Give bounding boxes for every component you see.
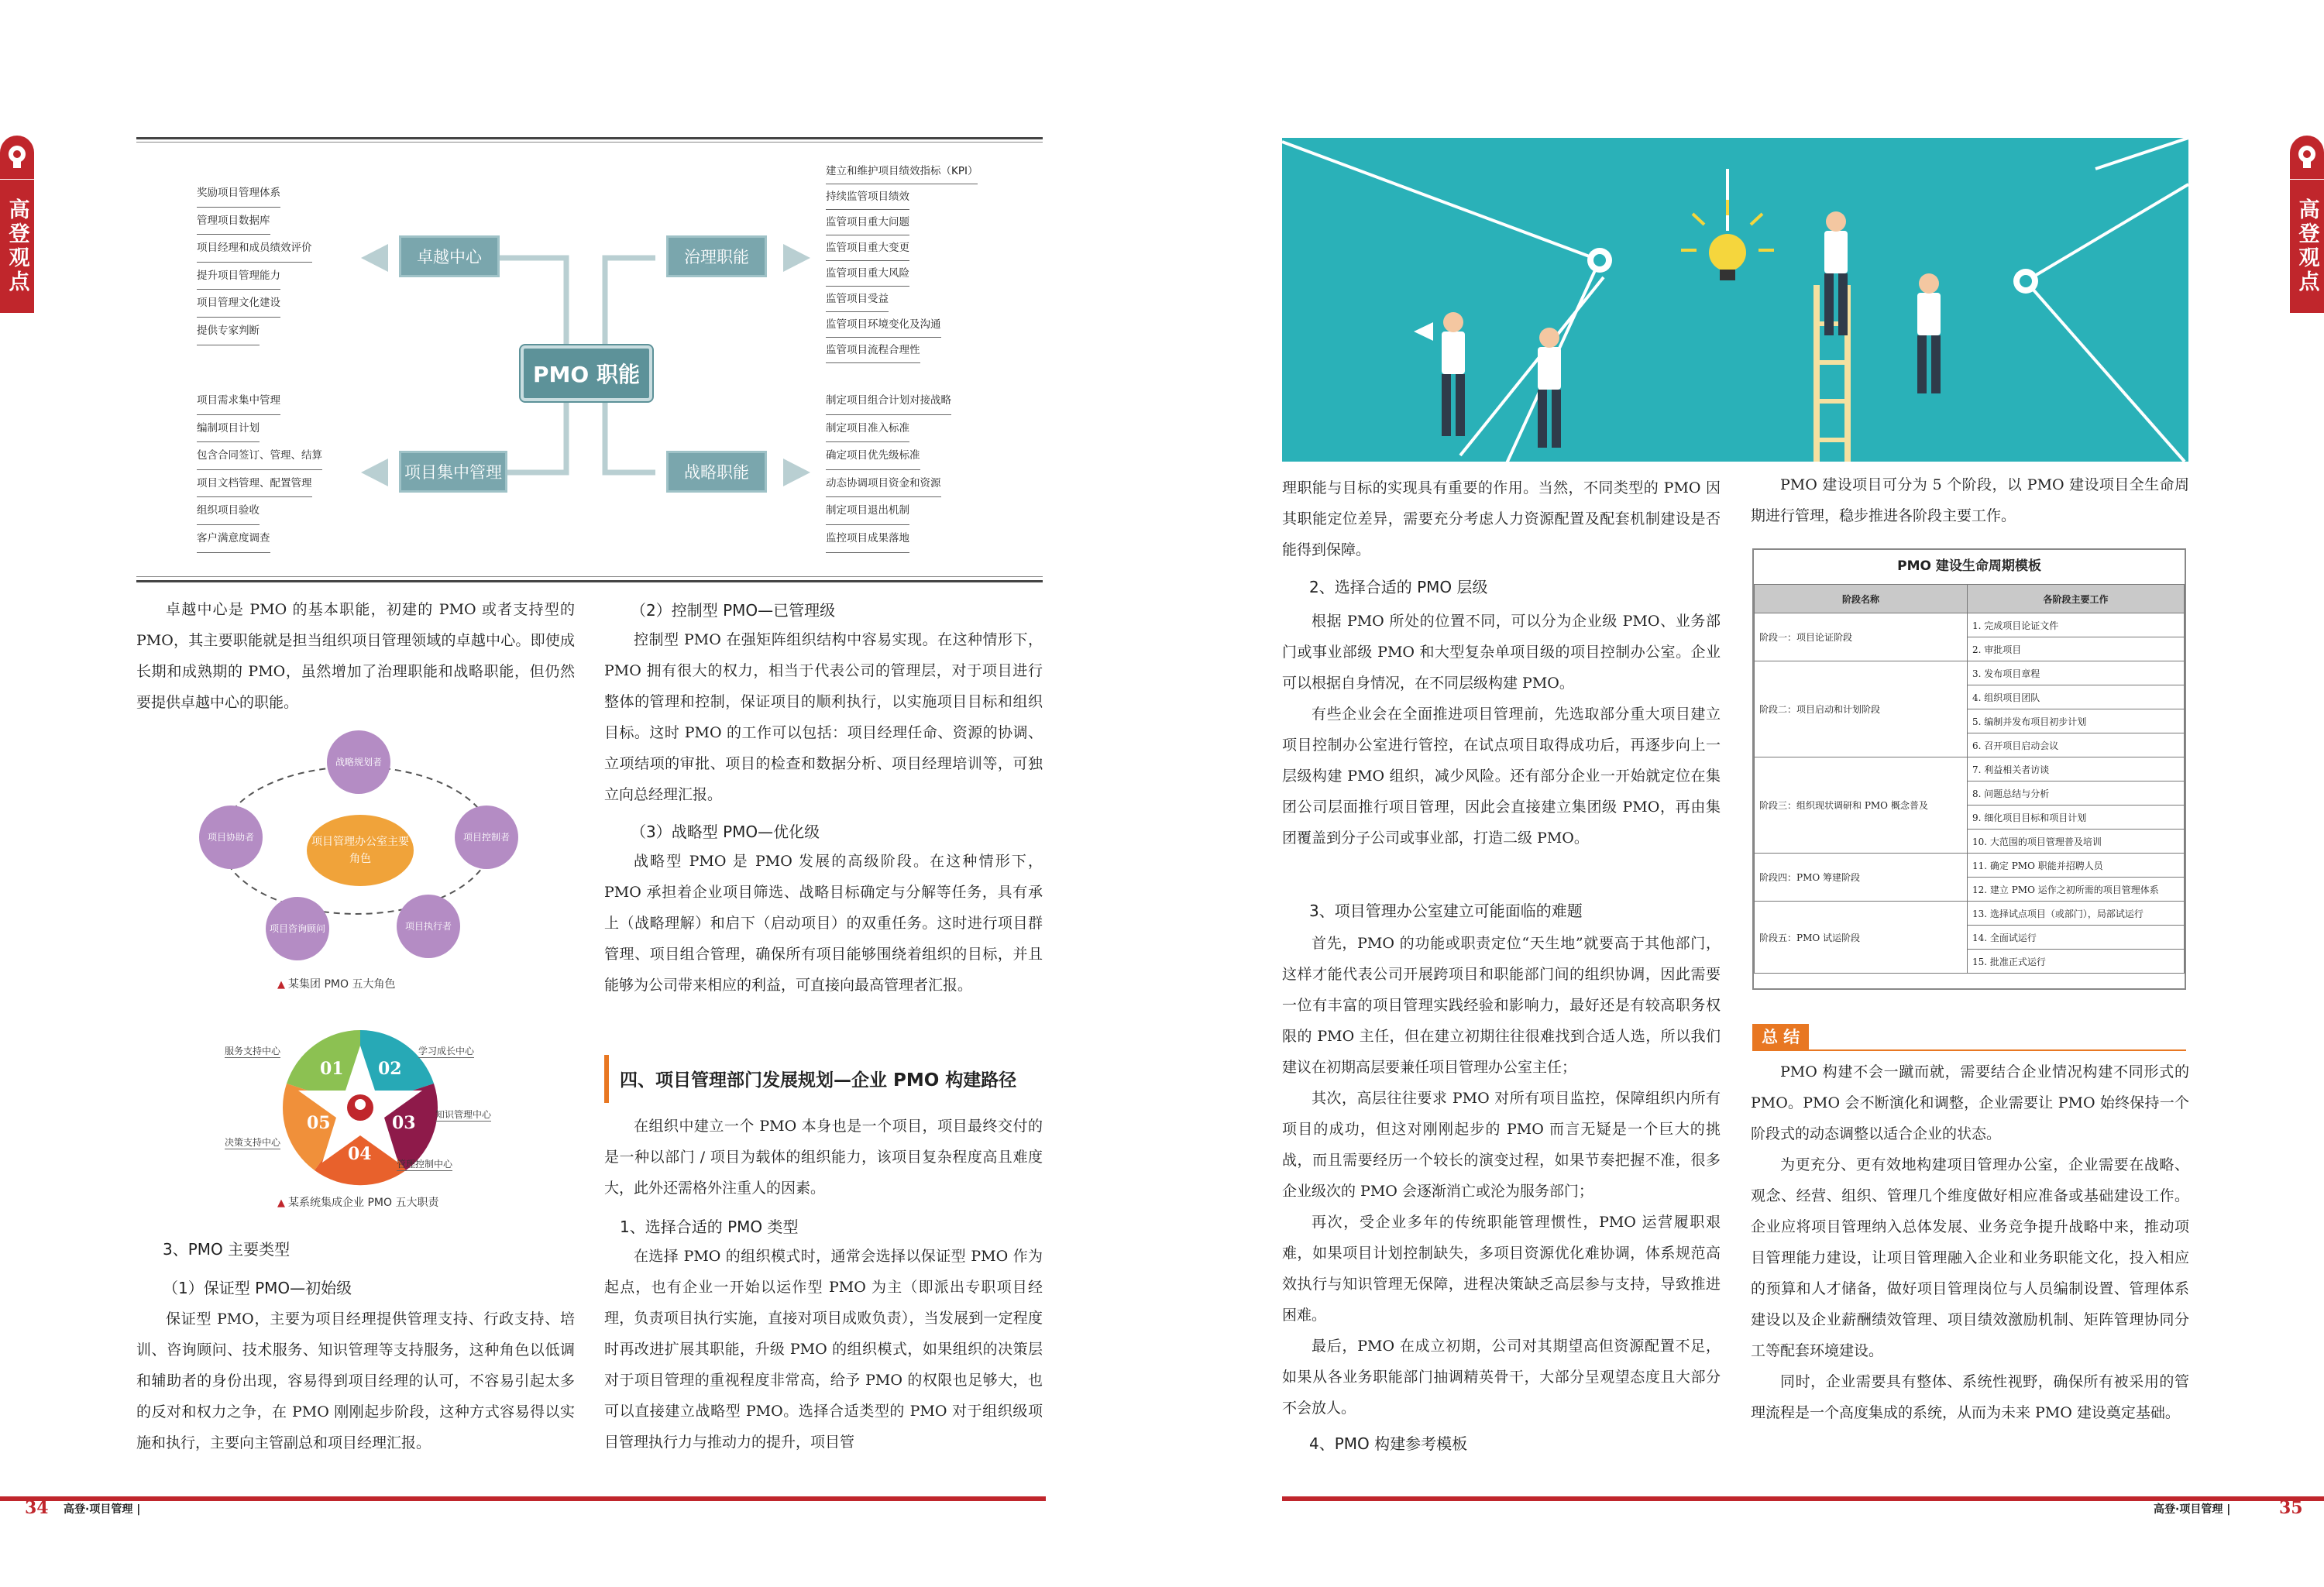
section4-paragraph: 在组织中建立一个 PMO 本身也是一个项目，项目最终交付的是一种以部门 / 项目为载体的组织能力，该项目复杂程度高且难度大，此外还需格外注重人的因素。 bbox=[604, 1118, 1043, 1197]
lifecycle-title: PMO 建设生命周期模板 bbox=[1897, 558, 2041, 574]
bottom-rule bbox=[136, 580, 1043, 582]
list-item: 编制项目计划 bbox=[197, 415, 260, 443]
star-number: 01 bbox=[320, 1059, 344, 1079]
roles-center: 项目管理办公室主要角色 bbox=[307, 815, 414, 886]
role-petal: 战略规划者 bbox=[327, 730, 390, 794]
continued-paragraph: 理职能与目标的实现具有重要的作用。当然，不同类型的 PMO 因其职能定位差异，需要充分考虑人力资源配置及配套机制建设是否能得到保障。 bbox=[1282, 479, 1721, 558]
list-item: 监管项目受益 bbox=[826, 287, 889, 312]
heading-template: 4、PMO 构建参考模板 bbox=[1309, 1434, 1468, 1453]
list-item: 包含合同签订、管理、结算 bbox=[197, 442, 322, 470]
list-item: 项目需求集中管理 bbox=[197, 387, 280, 415]
table-row: 阶段二：项目启动和计划阶段 3. 发布项目章程 bbox=[1755, 661, 2185, 685]
table-row: 8. 问题总结与分析 bbox=[1755, 781, 2185, 806]
list-item: 监管项目重大变更 bbox=[826, 235, 909, 261]
table-row: 阶段一：项目论证阶段 1. 完成项目论证文件 bbox=[1755, 613, 2185, 637]
strategic-list bbox=[826, 387, 951, 553]
control-paragraph: 控制型 PMO 在强矩阵组织结构中容易实现。在这种情形下，PMO 拥有很大的权力，相当于代表公司的管理层，对于项目进行整体的管理和控制，保证项目的顺利执行，以实施项目目标和组织目标。这时 PMO 的工作可以包括：项目经理任命、资源的协调、立项结项的审批、项目的检查和数据分析、项目经理培训等，可独立向总经理汇报。 bbox=[604, 631, 1043, 803]
table-row: 2. 审批项目 bbox=[1755, 637, 2185, 661]
footer-bar-left bbox=[0, 1496, 1046, 1501]
heading-level: 2、选择合适的 PMO 层级 bbox=[1309, 578, 1488, 596]
list-item: 制定项目组合计划对接战略 bbox=[826, 387, 951, 415]
level-paragraphs: 根据 PMO 所处的位置不同，可以分为企业级 PMO、业务部门或事业部级 PMO 和大型复杂单项目级的项目控制办公室。企业可以根据自身情况，在不同层级构建 PMO。 有些企业会在全面推进项目管理前，先选取部分重大项目建立项目控制办公室进行管控，在试点项目取得成功后，再逐步向上一层级构建 PMO 组织，减少风险。还有部分企业一开始就定位在集团公司层面推行项目管理，因此会直接建立集团级 PMO，再由集团覆盖到分子公司或事业部，打造二级 PMO。 bbox=[1282, 613, 1721, 847]
page-number-right: 35 bbox=[2279, 1498, 2303, 1518]
heading-control: （2）控制型 PMO—已管理级 bbox=[631, 601, 836, 620]
list-item: 项目文档管理、配置管理 bbox=[197, 470, 312, 498]
bottom-rule-thin bbox=[136, 576, 1043, 577]
star-label: 服务支持中心 bbox=[225, 1046, 281, 1056]
excellence-list bbox=[197, 180, 312, 345]
page-number-left: 34 bbox=[25, 1498, 49, 1518]
node-strategic: 战略职能 bbox=[666, 451, 767, 493]
list-item: 监管项目重大风险 bbox=[826, 261, 909, 287]
table-row: 14. 全面试运行 bbox=[1755, 926, 2185, 950]
side-tab-left: 高登观点 bbox=[0, 180, 34, 313]
list-item: 制定项目准入标准 bbox=[826, 415, 909, 443]
list-item: 监控项目成果落地 bbox=[826, 525, 909, 553]
difficulty-paragraphs: 首先，PMO 的功能或职责定位“天生地”就要高于其他部门，这样才能代表公司开展跨项目和职能部门间的组织协调，因此需要一位有丰富的项目管理实践经验和影响力，最好还是有较高职务权限的 PMO 主任，但在建立初期往往很难找到合适人选，所以我们建议在初期高层要兼任项目管理办公室主任； 其次，高层往往要求 PMO 对所有项目监控，保障组织内所有项目的成功，但这对刚刚起步的 PMO 而言无疑是一个巨大的挑战，而且需要经历一个较长的演变过程，如果节奏把握不准，很多企业级次的 PMO 会逐渐消亡或沦为服务部门； 再次，受企业多年的传统职能管理惯性，PMO 运营履职艰难，如果项目计划控制缺失，多项目资源优化难协调，体系规范高效执行与知识管理无保障，进程决策缺乏高层参与支持，导致推进困难。 最后，PMO 在成立初期，公司对其期望高但资源配置不足，如果从各业务职能部门抽调精英骨干，大部分呈观望态度且大部分不会放人。 bbox=[1282, 935, 1721, 1417]
support-paragraph: 保证型 PMO，主要为项目经理提供管理支持、行政支持、培训、咨询顾问、技术服务、知识管理等支持服务，这种角色以低调和辅助者的身份出现，容易得到项目经理的认可，不容易引起太多的反对和权力之争，在 PMO 刚刚起步阶段，这种方式容易得以实施和执行，主要向主管副总和项目经理汇报。 bbox=[136, 1310, 575, 1451]
list-item: 项目管理文化建设 bbox=[197, 290, 280, 318]
section4-bar bbox=[604, 1055, 609, 1103]
list-item: 建立和维护项目绩效指标（KPI） bbox=[826, 159, 978, 184]
list-item: 监管项目重大问题 bbox=[826, 210, 909, 235]
list-item: 制定项目退出机制 bbox=[826, 497, 909, 525]
heading-choose-type: 1、选择合适的 PMO 类型 bbox=[620, 1218, 799, 1236]
node-governance: 治理职能 bbox=[666, 235, 767, 277]
choose-type-paragraph: 在选择 PMO 的组织模式时，通常会选择以保证型 PMO 作为起点，也有企业一开始以运作型 PMO 为主（即派出专职项目经理，负责项目执行实施，直接对项目成败负责），当发展到一定程度时再改进扩展其职能，升级 PMO 的组织模式，如果组织的决策层对于项目管理的重视程度非常高，给予 PMO 的权限也足够大，也可以直接建立战略型 PMO。选择合适类型的 PMO 对于组织级项目管理执行力与推动力的提升，项目管 bbox=[604, 1248, 1043, 1451]
centralized-list bbox=[197, 387, 322, 553]
table-row: 5. 编制并发布项目初步计划 bbox=[1755, 709, 2185, 733]
top-rule-thin bbox=[136, 142, 1043, 143]
strategic-paragraph: 战略型 PMO 是 PMO 发展的高级阶段。在这种情形下，PMO 承担着企业项目筛选、战略目标确定与分解等任务，具有承上（战略理解）和启下（启动项目）的双重任务。这时进行项目群管理、项目组合管理，确保所有项目能够围绕着组织的目标，并且能够为公司带来相应的利益，可直接向最高管理者汇报。 bbox=[604, 853, 1043, 994]
table-header: 各阶段主要工作 bbox=[1968, 585, 2185, 613]
table-row: 阶段五：PMO 试运阶段 13. 选择试点项目（或部门），局部试运行 bbox=[1755, 902, 2185, 926]
heading-types: 3、PMO 主要类型 bbox=[163, 1240, 290, 1259]
list-item: 监管项目流程合理性 bbox=[826, 338, 920, 363]
list-item: 提升项目管理能力 bbox=[197, 263, 280, 290]
star-label: 决策支持中心 bbox=[225, 1137, 281, 1148]
summary-paragraphs: PMO 构建不会一蹴而就，需要结合企业情况构建不同形式的 PMO。PMO 会不断演化和调整，企业需要让 PMO 始终保持一个阶段式的动态调整以适合企业的状态。 为更充分、更有效地构建项目管理办公室，企业需要在战略、观念、经营、组织、管理几个维度做好相应准备或基础建设工作。企业应将项目管理纳入总体发展、业务竞争提升战略中来，推动项目管理能力建设，让项目管理融入企业和业务职能文化，投入相应的预算和人才储备，做好项目管理岗位与人员编制设置、管理体系建设以及企业薪酬绩效管理、项目绩效激励机制、矩阵管理协同分工等配套环境建设。 同时，企业需要具有整体、系统性视野，确保所有被采用的管理流程是一个高度集成的系统，从而为未来 PMO 建设奠定基础。 bbox=[1751, 1063, 2189, 1421]
table-row: 阶段四：PMO 筹建阶段 11. 确定 PMO 职能并招聘人员 bbox=[1755, 854, 2185, 878]
role-petal: 项目控制者 bbox=[455, 806, 518, 869]
star-number: 05 bbox=[307, 1113, 331, 1133]
lifecycle-table bbox=[1754, 584, 2185, 974]
table-row: 12. 建立 PMO 运作之初所需的项目管理体系 bbox=[1755, 878, 2185, 902]
star-label: 知识管理中心 bbox=[435, 1109, 492, 1120]
heading-strategic: （3）战略型 PMO—优化级 bbox=[631, 823, 820, 841]
role-petal: 项目咨询顾问 bbox=[266, 897, 329, 960]
star-caption: ▲ 某系统集成企业 PMO 五大职责 bbox=[277, 1197, 439, 1209]
node-pmo-center: PMO 职能 bbox=[521, 345, 652, 401]
star-number: 02 bbox=[378, 1059, 402, 1079]
node-centralized: 项目集中管理 bbox=[399, 451, 507, 493]
star-label: 管理控制中心 bbox=[397, 1159, 453, 1170]
list-item: 监管项目环境变化及沟通 bbox=[826, 312, 941, 338]
footer-text-left: 高登·项目管理 | bbox=[64, 1503, 141, 1516]
role-petal: 项目协助者 bbox=[199, 806, 263, 869]
summary-rule bbox=[1752, 1049, 2186, 1051]
table-header: 阶段名称 bbox=[1755, 585, 1968, 613]
brand-head-icon bbox=[0, 136, 34, 179]
star-label: 学习成长中心 bbox=[418, 1046, 475, 1056]
list-item: 持续监管项目绩效 bbox=[826, 184, 909, 210]
summary-tag: 总 结 bbox=[1752, 1024, 1809, 1050]
table-row: 6. 召开项目启动会议 bbox=[1755, 733, 2185, 757]
table-row: 9. 细化项目目标和项目计划 bbox=[1755, 806, 2185, 830]
footer-text-right: 高登·项目管理 | bbox=[2154, 1503, 2231, 1516]
role-petal: 项目执行者 bbox=[397, 895, 460, 958]
table-row: 阶段三：组织现状调研和 PMO 概念普及 7. 利益相关者访谈 bbox=[1755, 757, 2185, 781]
intro-paragraph: 卓越中心是 PMO 的基本职能，初建的 PMO 或者支持型的 PMO，其主要职能就是担当组织项目管理领域的卓越中心。即使成长期和成熟期的 PMO，虽然增加了治理职能和战略职能，但仍然要提供卓越中心的职能。 bbox=[136, 601, 575, 711]
list-item: 提供专家判断 bbox=[197, 318, 260, 345]
section4-heading: 四、项目管理部门发展规划—企业 PMO 构建路径 bbox=[620, 1070, 1017, 1091]
node-excellence: 卓越中心 bbox=[399, 235, 500, 277]
list-item: 项目经理和成员绩效评价 bbox=[197, 235, 312, 263]
governance-list bbox=[826, 159, 978, 363]
list-item: 奖励项目管理体系 bbox=[197, 180, 280, 208]
heading-difficulty: 3、项目管理办公室建立可能面临的难题 bbox=[1309, 902, 1583, 920]
star-number: 04 bbox=[348, 1144, 372, 1164]
hero-illustration bbox=[1282, 138, 2188, 462]
side-tab-right: 高登观点 bbox=[2290, 180, 2324, 313]
list-item: 管理项目数据库 bbox=[197, 208, 270, 235]
list-item: 动态协调项目资金和资源 bbox=[826, 470, 941, 498]
brand-head-icon bbox=[2290, 136, 2324, 179]
list-item: 确定项目优先级标准 bbox=[826, 442, 920, 470]
table-row: 10. 大范围的项目管理普及培训 bbox=[1755, 830, 2185, 854]
table-row: 15. 批准正式运行 bbox=[1755, 950, 2185, 974]
roles-caption: ▲ 某集团 PMO 五大角色 bbox=[277, 978, 396, 991]
star-number: 03 bbox=[392, 1113, 416, 1133]
top-rule bbox=[136, 137, 1043, 139]
heading-support: （1）保证型 PMO—初始级 bbox=[163, 1279, 352, 1297]
table-row: 4. 组织项目团队 bbox=[1755, 685, 2185, 709]
template-intro: PMO 建设项目可分为 5 个阶段，以 PMO 建设项目全生命周期进行管理，稳步推进各阶段主要工作。 bbox=[1751, 476, 2189, 524]
list-item: 客户满意度调查 bbox=[197, 525, 270, 553]
list-item: 组织项目验收 bbox=[197, 497, 260, 525]
